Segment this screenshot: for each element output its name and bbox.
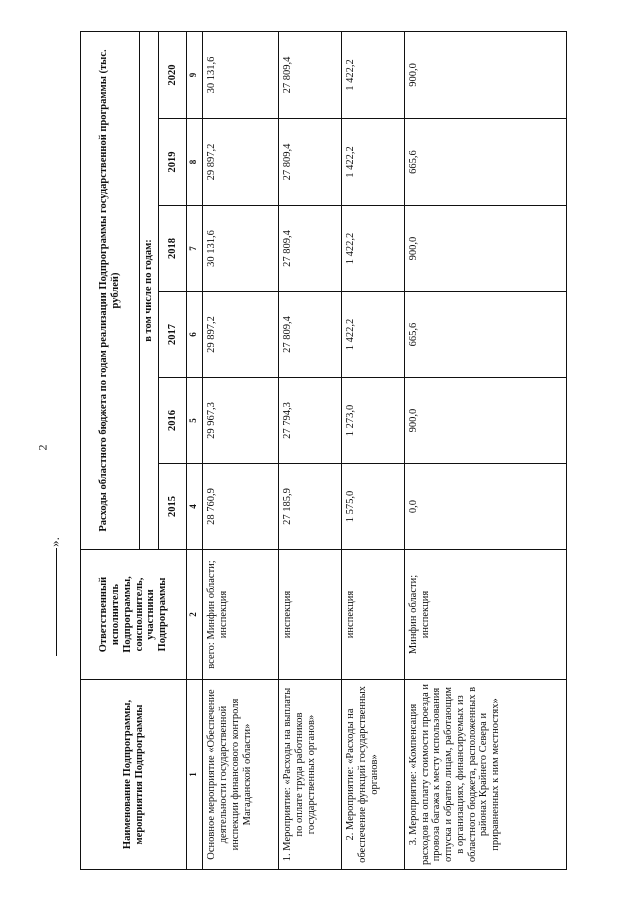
- year-2017: 2017: [158, 292, 186, 378]
- row-value: 27 809,4: [279, 119, 342, 206]
- row-value: 900,0: [404, 378, 566, 464]
- row-value: 27 809,4: [279, 206, 342, 292]
- year-2018: 2018: [158, 206, 186, 292]
- table-row: [279, 31, 342, 869]
- row-value: 29 967,3: [203, 378, 279, 464]
- row-executor: инспекция: [279, 550, 342, 680]
- row-value: 1 422,2: [342, 119, 405, 206]
- row-value: 1 575,0: [342, 464, 405, 550]
- header-name: Наименование Подпрограммы, мероприятия Подпрограммы: [81, 680, 187, 870]
- row-name: Основное мероприятие «Обеспечение деятельности государственной инспекции финансового контроля Магаданской области»: [203, 680, 279, 870]
- row-value: 1 273,0: [342, 378, 405, 464]
- row-name: 2. Мероприятие: «Расходы на обеспечение функций государственных органов»: [342, 680, 405, 870]
- row-value: 27 185,9: [279, 464, 342, 550]
- table-row: [203, 31, 279, 869]
- year-2016: 2016: [158, 378, 186, 464]
- year-2020: 2020: [158, 31, 186, 118]
- col-index: 2: [187, 550, 203, 680]
- expenses-table-container: [80, 32, 567, 870]
- row-value: 30 131,6: [203, 206, 279, 292]
- signature-line: [56, 548, 57, 656]
- row-value: 29 897,2: [203, 292, 279, 378]
- row-executor: всего: Минфин области; инспекция: [203, 550, 279, 680]
- page-number: 2: [35, 444, 50, 451]
- row-value: 900,0: [404, 31, 566, 118]
- col-index: 5: [187, 378, 203, 464]
- col-index: 1: [187, 680, 203, 870]
- row-value: 0,0: [404, 464, 566, 550]
- closing-mark: ».: [46, 537, 62, 547]
- row-value: 900,0: [404, 206, 566, 292]
- row-value: 1 422,2: [342, 31, 405, 118]
- row-value: 28 760,9: [203, 464, 279, 550]
- row-name: 1. Мероприятие: «Расходы на выплаты по оплате труда работников государственных органов»: [279, 680, 342, 870]
- row-value: 29 897,2: [203, 119, 279, 206]
- col-index: 6: [187, 292, 203, 378]
- row-executor: Минфин области; инспекция: [404, 550, 566, 680]
- col-index: 8: [187, 119, 203, 206]
- header-expenses: Расходы областного бюджета по годам реализации Подпрограммы государственной программы (тыс. рублей): [81, 31, 140, 549]
- col-index: 7: [187, 206, 203, 292]
- table-row: [342, 31, 405, 869]
- row-value: 665,6: [404, 292, 566, 378]
- col-index: 4: [187, 464, 203, 550]
- row-value: 27 794,3: [279, 378, 342, 464]
- table-row: [404, 31, 566, 869]
- row-value: 1 422,2: [342, 292, 405, 378]
- header-by-years: в том числе по годам:: [139, 31, 158, 549]
- row-value: 30 131,6: [203, 31, 279, 118]
- header-row-1: [81, 31, 140, 869]
- row-value: 665,6: [404, 119, 566, 206]
- expenses-table: [80, 31, 567, 870]
- row-name: 3. Мероприятие: «Компенсация расходов на оплату стоимости проезда и провоза багажа к месту использования отпуска и обратно лицам, работающим в организациях, финансируемых из областного бюджета, расположенных в районах Крайнего Севера и приравненных к ним местностях»: [404, 680, 566, 870]
- col-index: 9: [187, 31, 203, 118]
- row-executor: инспекция: [342, 550, 405, 680]
- year-2019: 2019: [158, 119, 186, 206]
- row-value: 1 422,2: [342, 206, 405, 292]
- year-2015: 2015: [158, 464, 186, 550]
- row-value: 27 809,4: [279, 31, 342, 118]
- row-value: 27 809,4: [279, 292, 342, 378]
- column-index-row: [187, 31, 203, 869]
- header-executor: Ответственный исполнитель Подпрограммы, соисполнитель, участники Подпрограммы: [81, 550, 187, 680]
